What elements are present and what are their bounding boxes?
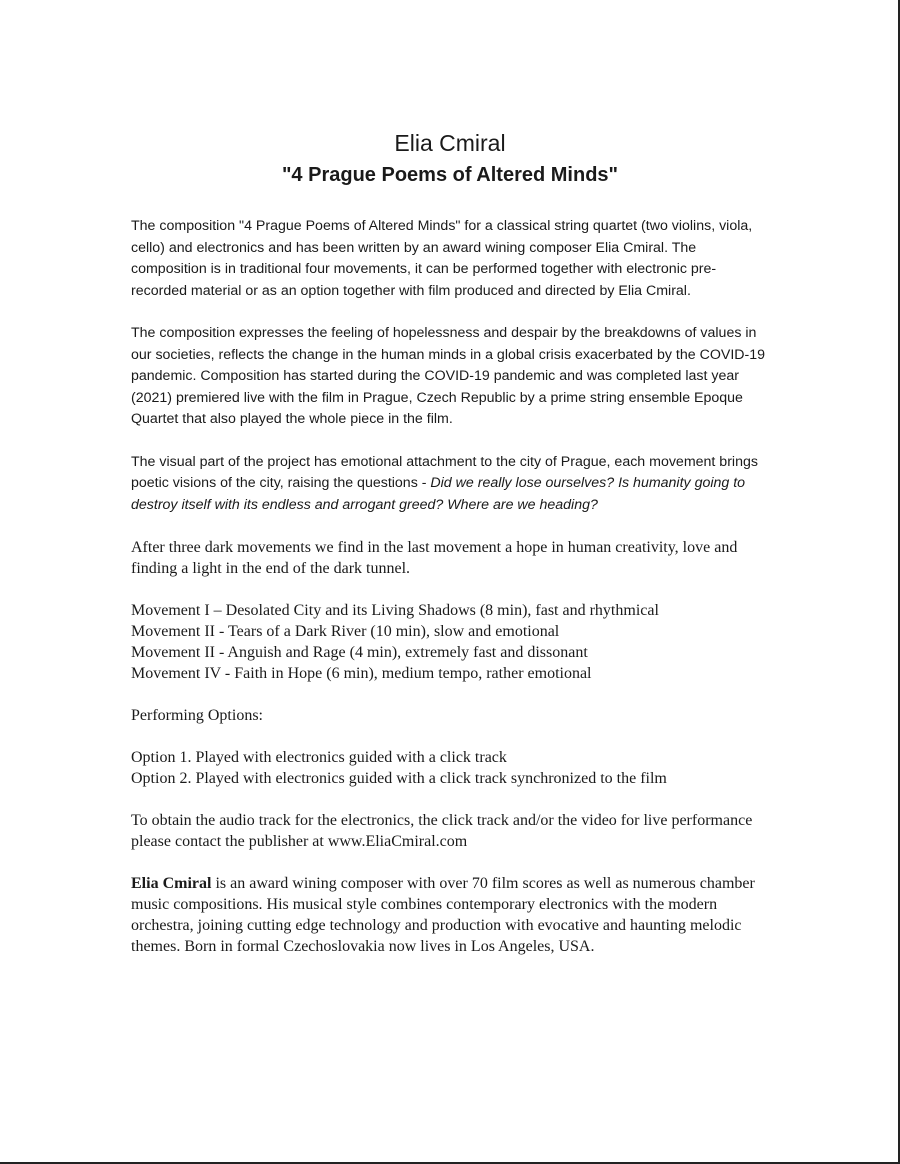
performing-options-heading: Performing Options: — [131, 707, 263, 724]
bio-name: Elia Cmiral — [131, 875, 212, 892]
performing-options-list — [131, 747, 771, 789]
performing-option: Option 2. Played with electronics guided with a click track synchronized to the film — [131, 770, 667, 787]
performing-option: Option 1. Played with electronics guided with a click track — [131, 749, 507, 766]
document-body — [131, 216, 771, 978]
bio-paragraph — [131, 873, 771, 957]
intro-paragraph: The composition "4 Prague Poems of Altered Minds" for a classical string quartet (two violins, viola, cello) and electronics and has been written by an award wining composer Elia Cmiral. The composition is in traditional four movements, it can be performed together with electronic pre-recorded material or as an option together with film produced and directed by Elia Cmiral. — [131, 218, 753, 299]
composer-name: Elia Cmiral — [394, 130, 506, 156]
movement-list — [131, 600, 771, 684]
movement-item: Movement II - Anguish and Rage (4 min), extremely fast and dissonant — [131, 644, 588, 661]
context-paragraph: The composition expresses the feeling of hopelessness and despair by the breakdowns of values in our societies, reflects the change in the human minds in a global crisis exacerbated by the COVID-19 pandemic. Composition has started during the COVID-19 pandemic and was completed last year (2021) premiered live with the film in Prague, Czech Republic by a prime string ensemble Epoque Quartet that also played the whole piece in the film. — [131, 325, 766, 427]
visual-paragraph-questions: Did we really lose ourselves? Is humanity going to destroy itself with its endless and arrogant greed? Where are we heading? — [131, 475, 746, 513]
movement-item: Movement II - Tears of a Dark River (10 min), slow and emotional — [131, 623, 560, 640]
contact-paragraph: To obtain the audio track for the electronics, the click track and/or the video for live performance please contact the publisher at www.EliaCmiral.com — [131, 812, 753, 850]
movement-item: Movement I – Desolated City and its Living Shadows (8 min), fast and rhythmical — [131, 602, 659, 619]
bio-text: is an award wining composer with over 70 film scores as well as numerous chamber music compositions. His musical style combines contemporary electronics with the modern orchestra, joining cutting edge technology and production with evocative and haunting melodic themes. Born in formal Czechoslovakia now lives in Los Angeles, USA. — [131, 875, 755, 955]
composition-title: "4 Prague Poems of Altered Minds" — [281, 164, 619, 186]
movement-item: Movement IV - Faith in Hope (6 min), medium tempo, rather emotional — [131, 665, 592, 682]
hope-paragraph: After three dark movements we find in the last movement a hope in human creativity, love and finding a light in the end of the dark tunnel. — [131, 539, 738, 577]
visual-paragraph-text: The visual part of the project has emotional attachment to the city of Prague, each movement brings poetic visions of the city, raising the questions - — [131, 453, 758, 491]
visual-paragraph — [131, 452, 771, 517]
